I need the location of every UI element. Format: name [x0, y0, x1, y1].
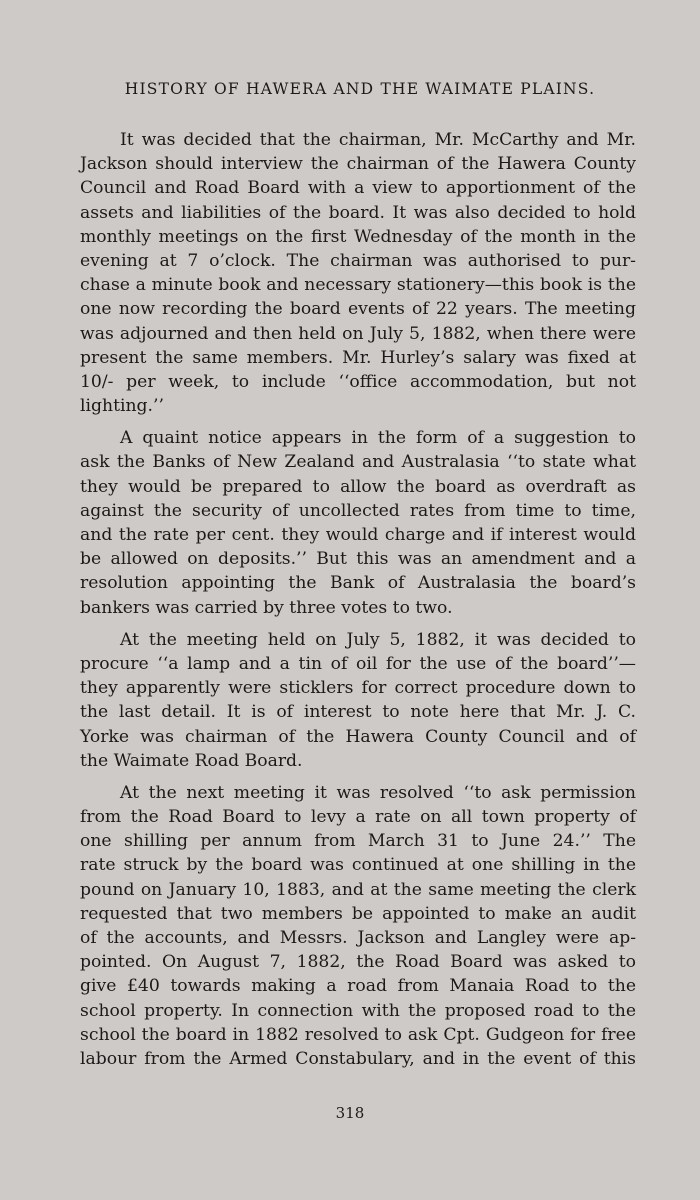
paragraph-2 — [80, 426, 636, 620]
text-line: the Waimate Road Board. — [80, 750, 303, 771]
text-line: school property. In connection with the proposed road to the — [80, 1000, 636, 1021]
text-line: lighting.’’ — [80, 396, 164, 417]
text-line: present the same members. Mr. Hurley’s salary was fixed at — [80, 347, 636, 368]
text-line: procure ‘‘a lamp and a tin of oil for the use of the board’’— — [80, 653, 636, 674]
text-line: Council and Road Board with a view to apportionment of the — [80, 178, 636, 199]
page-body — [80, 128, 636, 1071]
text-line: bankers was carried by three votes to two. — [80, 597, 453, 618]
text-line: Jackson should interview the chairman of the Hawera County — [80, 154, 636, 175]
text-line: evening at 7 o’clock. The chairman was authorised to pur- — [80, 250, 636, 271]
text-line: 10/- per week, to include ‘‘office accommodation, but not — [80, 371, 636, 392]
text-line: ask the Banks of New Zealand and Australasia ‘‘to state what — [80, 452, 636, 473]
paragraph-4 — [80, 781, 636, 1071]
text-line: At the meeting held on July 5, 1882, it was decided to — [120, 629, 636, 650]
text-line: resolution appointing the Bank of Australasia the board’s — [80, 573, 636, 594]
text-line: from the Road Board to levy a rate on all town property of — [80, 807, 636, 828]
text-line: A quaint notice appears in the form of a suggestion to — [120, 428, 636, 449]
text-line: and the rate per cent. they would charge and if interest would — [80, 525, 636, 545]
text-line: school the board in 1882 resolved to ask Cpt. Gudgeon for free — [80, 1024, 636, 1045]
text-line: of the accounts, and Messrs. Jackson and Langley were ap- — [80, 928, 636, 948]
text-line: assets and liabilities of the board. It was also decided to hold — [80, 202, 636, 223]
text-line: one now recording the board events of 22 years. The meeting — [80, 299, 636, 320]
text-line: rate struck by the board was continued at one shilling in the — [80, 855, 636, 876]
paragraph-1 — [80, 128, 636, 418]
text-line: they would be prepared to allow the board as overdraft as — [80, 476, 636, 497]
text-line: pointed. On August 7, 1882, the Road Board was asked to — [80, 952, 636, 973]
text-line: be allowed on deposits.’’ But this was an amendment and a — [80, 549, 636, 570]
page-number: 318 — [335, 1104, 365, 1122]
running-head: HISTORY OF HAWERA AND THE WAIMATE PLAINS. — [124, 80, 596, 98]
text-line: It was decided that the chairman, Mr. McCarthy and Mr. — [120, 130, 636, 150]
text-line: requested that two members be appointed to make an audit — [80, 903, 636, 924]
text-line: monthly meetings on the first Wednesday of the month in the — [80, 226, 636, 247]
text-line: chase a minute book and necessary stationery—this book is the — [80, 275, 636, 296]
text-line: was adjourned and then held on July 5, 1882, when there were — [80, 323, 636, 344]
text-line: the last detail. It is of interest to note here that Mr. J. C. — [80, 702, 636, 723]
paragraph-3 — [80, 628, 636, 773]
text-line: they apparently were sticklers for correct procedure down to — [80, 678, 636, 699]
text-line: Yorke was chairman of the Hawera County Council and of — [80, 726, 636, 747]
text-line: labour from the Armed Constabulary, and in the event of this — [80, 1048, 636, 1069]
text-line: pound on January 10, 1883, and at the same meeting the clerk — [80, 879, 636, 900]
text-line: At the next meeting it was resolved ‘‘to ask permission — [120, 782, 636, 803]
text-line: against the security of uncollected rates from time to time, — [80, 500, 636, 521]
text-line: one shilling per annum from March 31 to June 24.’’ The — [80, 831, 636, 852]
text-line: give £40 towards making a road from Manaia Road to the — [80, 976, 636, 997]
